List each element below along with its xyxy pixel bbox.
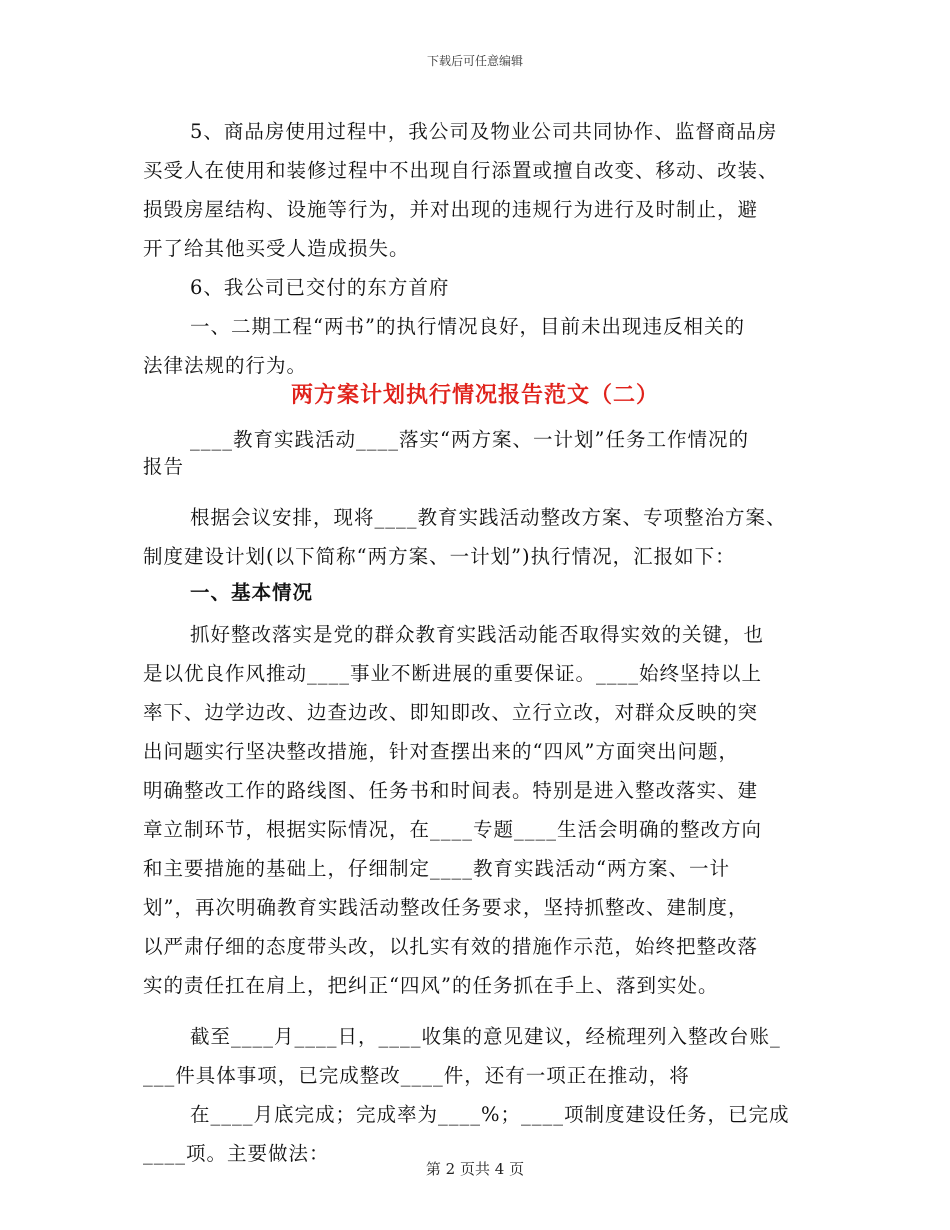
body-line: ___件具体事项，已完成整改____件，还有一项正在推动，将 <box>143 1064 690 1087</box>
body-line: 实的责任扛在肩上，把纠正“四风”的任务抓在手上、落到实处。 <box>143 974 719 997</box>
section-title: 两方案计划执行情况报告范文（二） <box>290 382 659 408</box>
body-line: 和主要措施的基础上，仔细制定____教育实践活动“两方案、一计 <box>143 857 730 880</box>
page-footer: 第 2 页共 4 页 <box>425 1160 525 1178</box>
body-line: 以严肃仔细的态度带头改，以扎实有效的措施作示范，始终把整改落 <box>143 935 759 958</box>
body-line: 划”，再次明确教育实践活动整改任务要求，坚持抓整改、建制度， <box>143 896 749 919</box>
body-line: 率下、边学边改、边查边改、即知即改、立行立改，对群众反映的突 <box>143 701 759 724</box>
paragraph-line: 法律法规的行为。 <box>143 354 308 377</box>
body-line: 章立制环节，根据实际情况，在____专题____生活会明确的整改方向 <box>143 818 763 841</box>
body-line: 报告 <box>143 455 185 478</box>
paragraph-line: 买受人在使用和装修过程中不出现自行添置或擅自改变、移动、改装、 <box>143 159 779 182</box>
paragraph-line: 一、二期工程“两书”的执行情况良好，目前未出现违反相关的 <box>190 315 745 338</box>
page-header: 下载后可任意编辑 <box>426 54 523 68</box>
body-line: 截至____月____日，____收集的意见建议，经梳理列入整改台账_ <box>190 1025 781 1048</box>
paragraph-line: 损毁房屋结构、设施等行为，并对出现的违规行为进行及时制止，避 <box>143 198 759 221</box>
body-line: 出问题实行坚决整改措施，针对查摆出来的“四风”方面突出问题， <box>143 740 739 763</box>
body-line: 抓好整改落实是党的群众教育实践活动能否取得实效的关键，也 <box>190 623 765 646</box>
body-line: ____教育实践活动____落实“两方案、一计划”任务工作情况的 <box>190 428 749 451</box>
section-heading: 一、基本情况 <box>190 581 314 604</box>
body-line: 根据会议安排，现将____教育实践活动整改方案、专项整治方案、 <box>190 506 787 529</box>
paragraph-line: 开了给其他买受人造成损失。 <box>143 237 410 260</box>
paragraph-line: 6、我公司已交付的东方首府 <box>190 276 450 299</box>
body-line: 在____月底完成；完成率为____%；____项制度建设任务，已完成 <box>190 1103 790 1126</box>
body-line: 明确整改工作的路线图、任务书和时间表。特别是进入整改落实、建 <box>143 779 759 802</box>
body-line: ____项。主要做法： <box>143 1142 330 1165</box>
paragraph-line: 5、商品房使用过程中，我公司及物业公司共同协作、监督商品房 <box>190 120 778 143</box>
body-line: 制度建设计划(以下简称“两方案、一计划”)执行情况，汇报如下： <box>143 545 736 568</box>
body-line: 是以优良作风推动____事业不断进展的重要保证。____始终坚持以上 <box>143 662 763 685</box>
